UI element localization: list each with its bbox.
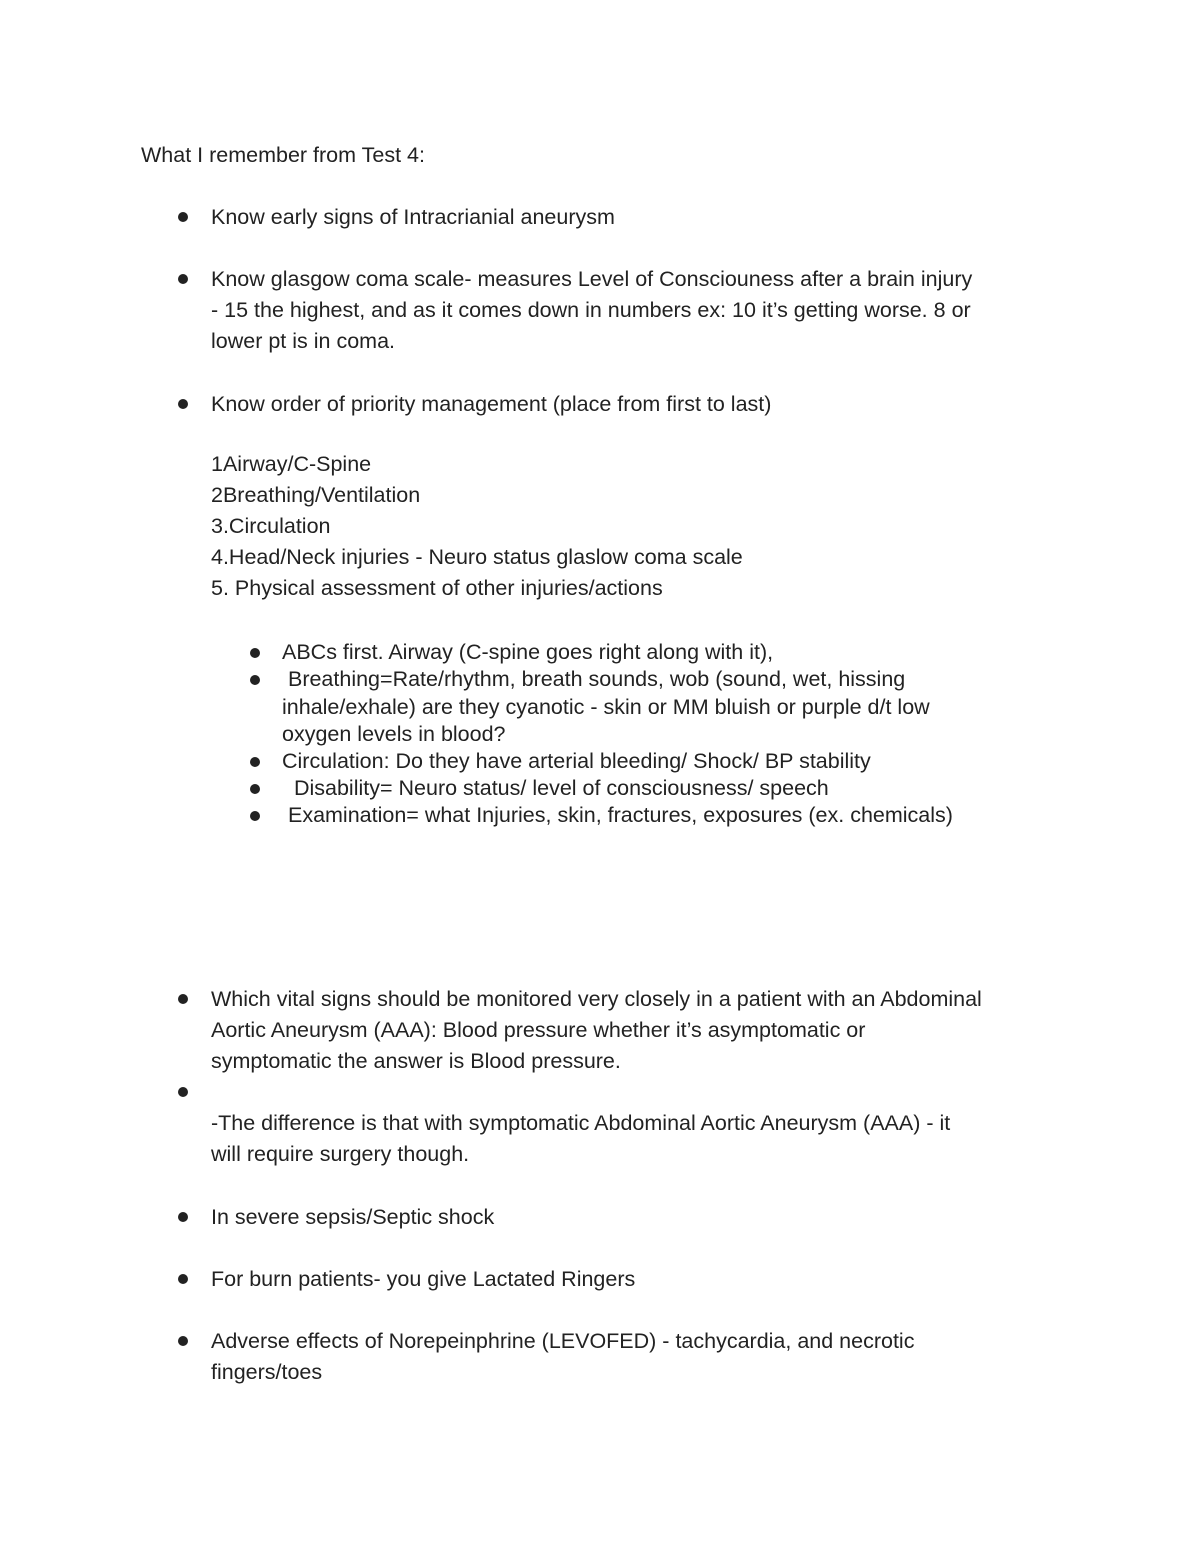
bullet-dot (178, 1087, 188, 1097)
list-item-line: Adverse effects of Norepeinphrine (LEVOFED) - tachycardia, and necrotic (211, 1329, 915, 1353)
list-item-glasgow-scale (211, 264, 1071, 357)
list-item-line: will require surgery though. (211, 1142, 470, 1166)
bullet-dot (178, 274, 188, 284)
sub-item-line: Examination= what Injuries, skin, fractures, exposures (ex. chemicals) (282, 803, 953, 827)
list-item-line: symptomatic the answer is Blood pressure. (211, 1049, 621, 1073)
bullet-dot (178, 994, 188, 1004)
list-item-aaa-difference (211, 1077, 1071, 1170)
list-item-vital-signs-aaa (211, 984, 1071, 1077)
list-item-priority-management (211, 389, 1071, 420)
sub-item-line: Breathing=Rate/rhythm, breath sounds, wob (sound, wet, hissing (282, 667, 906, 691)
list-item-burn-patients (211, 1264, 1071, 1295)
list-item-line: Know early signs of Intracrianial aneurysm (211, 205, 615, 229)
sub-item-abcs (282, 639, 1042, 667)
list-item-line: In severe sepsis/Septic shock (211, 1205, 495, 1229)
sub-bullet-dot (250, 811, 260, 821)
sub-item-line: inhale/exhale) are they cyanotic - skin or MM bluish or purple d/t low (282, 694, 930, 719)
list-item-line: lower pt is in coma. (211, 329, 396, 353)
list-item-line: -The difference is that with symptomatic Abdominal Aortic Aneurysm (AAA) - it (211, 1111, 951, 1135)
list-item-line: Which vital signs should be monitored very closely in a patient with an Abdominal (211, 987, 982, 1011)
bullet-dot (178, 212, 188, 222)
bullet-dot (178, 1336, 188, 1346)
sub-item-breathing (282, 666, 1042, 749)
bullet-dot (178, 1212, 188, 1222)
priority-step-breathing: 2Breathing/Ventilation (211, 483, 421, 507)
sub-item-line: oxygen levels in blood? (282, 722, 506, 746)
priority-step-circulation: 3.Circulation (211, 514, 331, 538)
bullet-dot (178, 399, 188, 409)
sub-bullet-dot (250, 757, 260, 767)
sub-item-line: Disability= Neuro status/ level of consciousness/ speech (282, 776, 829, 800)
document-heading: What I remember from Test 4: (141, 143, 425, 167)
priority-step-head-neck: 4.Head/Neck injuries - Neuro status glaslow coma scale (211, 545, 743, 569)
list-item-line: fingers/toes (211, 1360, 323, 1384)
list-item-septic-shock (211, 1202, 1071, 1233)
sub-bullet-dot (250, 784, 260, 794)
priority-step-airway: 1Airway/C-Spine (211, 452, 372, 476)
sub-bullet-dot (250, 675, 260, 685)
list-item-line (211, 1077, 1071, 1108)
bullet-dot (178, 1274, 188, 1284)
sub-item-line: Circulation: Do they have arterial bleeding/ Shock/ BP stability (282, 749, 871, 773)
list-item-line: For burn patients- you give Lactated Ringers (211, 1267, 636, 1291)
list-item-aneurysm-signs (211, 202, 1071, 233)
list-item-line: - 15 the highest, and as it comes down in numbers ex: 10 it’s getting worse. 8 or (211, 298, 971, 322)
sub-bullet-dot (250, 648, 260, 658)
sub-item-circulation (282, 748, 1042, 776)
list-item-line: Aortic Aneurysm (AAA): Blood pressure whether it’s asymptomatic or (211, 1018, 866, 1042)
sub-item-disability (282, 775, 1042, 803)
list-item-norepinephrine (211, 1326, 1071, 1388)
priority-step-physical-assessment: 5. Physical assessment of other injuries/actions (211, 576, 663, 600)
sub-item-line: ABCs first. Airway (C-spine goes right along with it), (282, 640, 774, 664)
sub-item-examination (282, 802, 1042, 830)
list-item-line: Know order of priority management (place from first to last) (211, 392, 772, 416)
list-item-line: Know glasgow coma scale- measures Level of Consciouness after a brain injury (211, 267, 973, 291)
